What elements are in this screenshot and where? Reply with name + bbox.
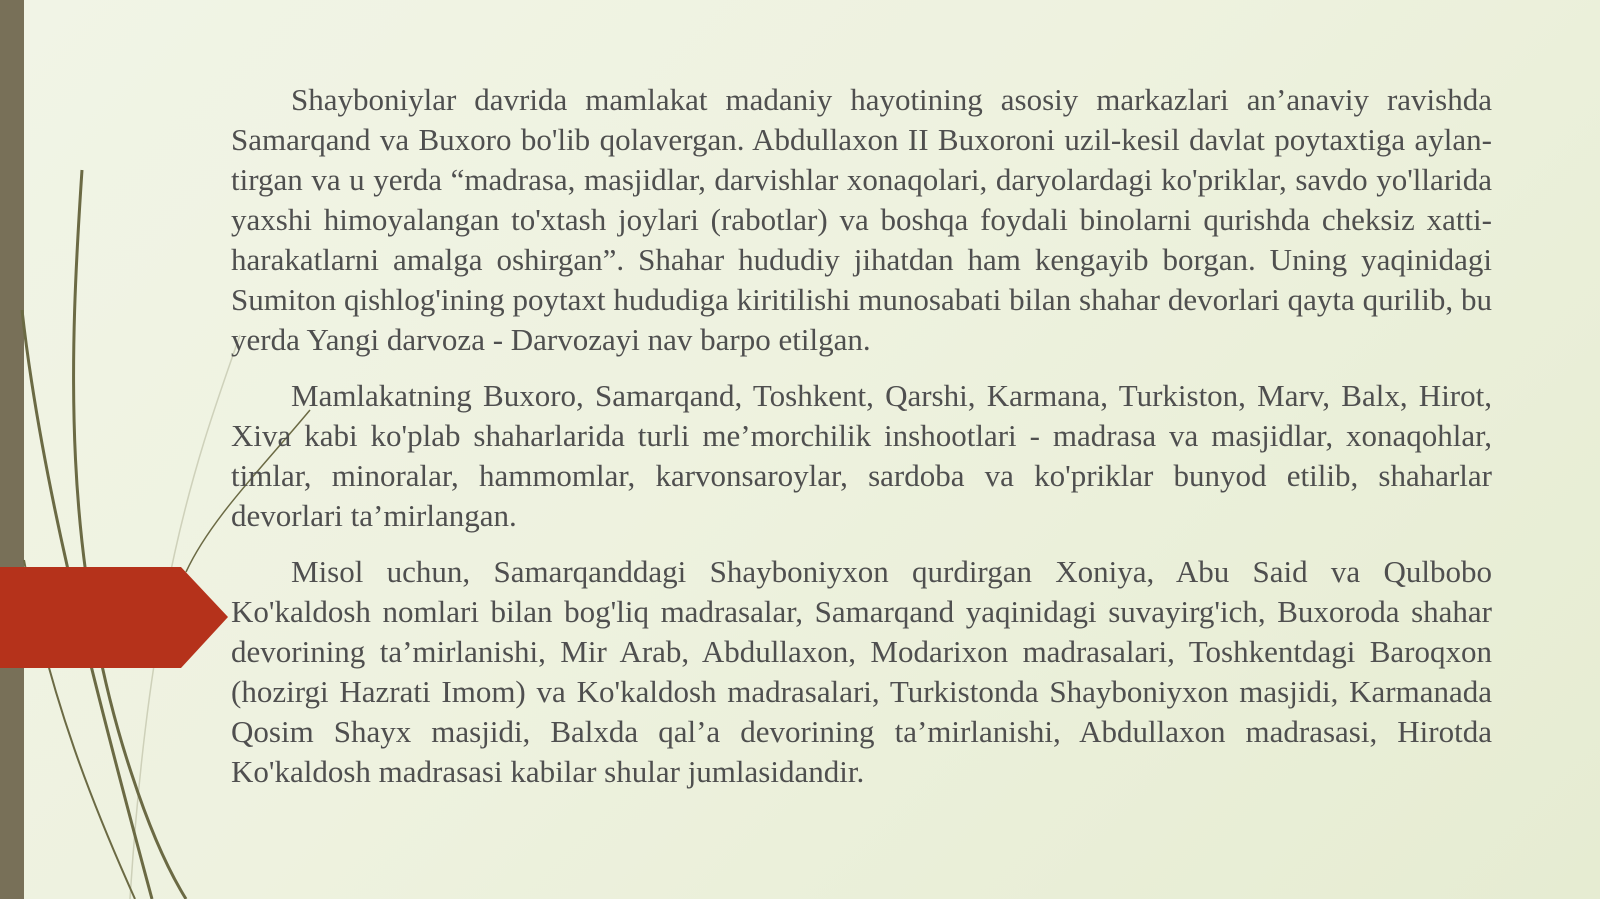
slide-body-text (231, 80, 1492, 808)
paragraph-2: Mamlakatning Buxoro, Samarqand, Toshkent, Qarshi, Karmana, Turkiston, Marv, Balx, Hirot, Xiva kabi ko'plab shaharlarida turli me’morchilik inshootlari - madrasa va masjidlar, xonaqohlar, timlar, minoralar, hammomlar, karvonsaroylar, sardoba va ko'priklar bunyod etilib, shaharlar devorlari ta’mirlangan. (231, 378, 1492, 533)
paragraph-1: Shayboniylar davrida mamlakat madaniy hayotining asosiy markazlari an’anaviy ravishda Samarqand va Buxoro bo'lib qolavergan. Abdullaxon II Buxoroni uzil-kesil davlat poytaxtiga aylan- tirgan va u yerda “madrasa, masjidlar, darvishlar xonaqolari, daryolardagi ko'priklar, savdo yo'llarida yaxshi himoyalangan to'xtash joylari (rabotlar) va boshqa foydali binolarni qurishda cheksiz xatti-harakatlarni amalga oshirgan”. Shahar hududiy jihatdan ham kengayib borgan. Uning yaqinidagi Sumiton qishlog'ining poytaxt hududiga kiritilishi munosabati bilan shahar devorlari qayta qurilib, bu yerda Yangi darvoza - Darvozayi nav barpo etilgan. (231, 82, 1492, 357)
paragraph-3: Misol uchun, Samarqanddagi Shayboniyxon qurdirgan Xoniya, Abu Said va Qulbobo Ko'kaldosh nomlari bilan bog'liq madrasalar, Samarqand yaqinidagi suvayirg'ich, Buxoroda shahar devorining ta’mirlanishi, Mir Arab, Abdullaxon, Modarixon madrasalari, Toshkentdagi Baroqxon (hozirgi Hazrati Imom) va Ko'kaldosh madrasalari, Turkistonda Shayboniyxon masjidi, Karmanada Qosim Shayx masjidi, Balxda qal’a devorining ta’mirlanishi, Abdullaxon madrasasi, Hirotda Ko'kaldosh madrasasi kabilar shular jumlasidandir. (231, 554, 1492, 789)
decorative-curve-1 (74, 170, 186, 899)
red-arrow-banner (0, 567, 228, 668)
